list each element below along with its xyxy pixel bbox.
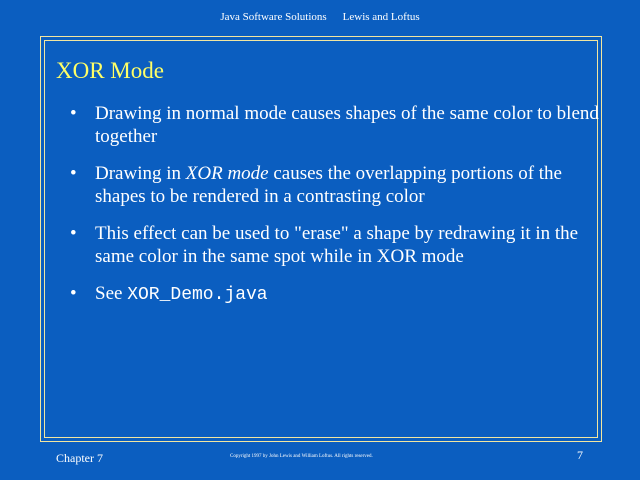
bullet-text: Drawing in normal mode causes shapes of the same color to blend together	[95, 103, 599, 147]
bullet-item-erase	[70, 222, 600, 268]
bullet-text: This effect can be used to "erase" a shape by redrawing it in the same color in the same spot while in XOR mode	[95, 223, 579, 267]
bullet-text-emphasis: XOR mode	[185, 163, 269, 184]
bullet-item-xor-mode	[70, 162, 600, 208]
copyright-notice: Copyright 1997 by John Lewis and William Loftus. All rights reserved.	[230, 454, 373, 459]
chapter-label: Chapter 7	[56, 451, 103, 465]
page-number: 7	[577, 448, 583, 462]
bullet-text-suffix: causes the overlapping portions of the shapes to be rendered in a contrasting color	[95, 163, 562, 207]
slide-title: XOR Mode	[56, 58, 164, 83]
code-filename: XOR_Demo.java	[127, 285, 268, 305]
slide-header	[0, 11, 640, 23]
bullet-text-prefix: Drawing in	[95, 163, 186, 184]
bullet-icon: •	[70, 283, 77, 304]
bullet-item-normal-mode	[70, 102, 600, 148]
bullet-item-see-demo	[70, 282, 600, 307]
book-title: Java Software Solutions	[220, 11, 327, 23]
bullet-text-prefix: See	[95, 283, 128, 304]
bullet-icon: •	[70, 223, 77, 244]
bullet-icon: •	[70, 163, 77, 184]
bullet-list	[70, 102, 600, 321]
bullet-icon: •	[70, 103, 77, 124]
authors: Lewis and Loftus	[342, 11, 420, 23]
